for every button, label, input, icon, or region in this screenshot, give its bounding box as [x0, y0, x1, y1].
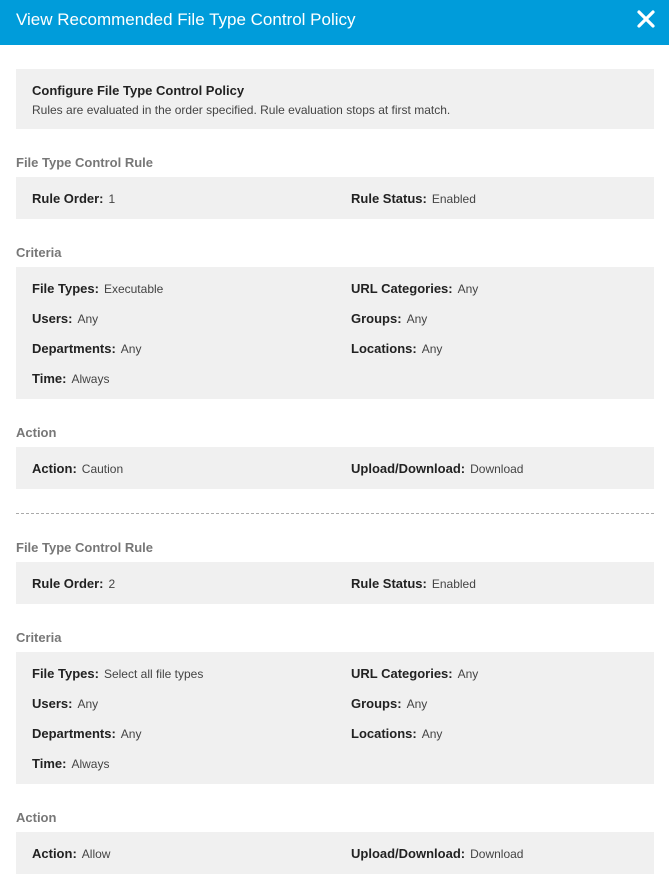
rule-status-label: Rule Status:: [351, 576, 427, 591]
time-value: Always: [71, 372, 110, 386]
rule-status-value: Enabled: [431, 192, 476, 206]
rule-order-field: [32, 576, 115, 591]
departments-value: Any: [120, 342, 142, 356]
action-field: [32, 846, 110, 861]
groups-label: Groups:: [351, 311, 402, 326]
time-label: Time:: [32, 756, 67, 771]
upload-download-value: Download: [470, 847, 524, 861]
file-types-field: [32, 281, 163, 296]
time-label: Time:: [32, 371, 67, 386]
close-button[interactable]: [634, 7, 658, 31]
groups-field: [351, 696, 427, 711]
url-categories-value: Any: [457, 282, 479, 296]
locations-value: Any: [421, 342, 443, 356]
rule-divider: [16, 513, 654, 514]
rule-status-field: [351, 191, 476, 206]
departments-field: [32, 726, 141, 741]
locations-value: Any: [421, 727, 443, 741]
rule-status-field: [351, 576, 476, 591]
rule-order-value: 2: [108, 577, 116, 591]
users-label: Users:: [32, 311, 73, 326]
url-categories-label: URL Categories:: [351, 281, 453, 296]
departments-label: Departments:: [32, 341, 116, 356]
action-field: [32, 461, 123, 476]
action-panel: [16, 832, 654, 874]
criteria-section-label: Criteria: [16, 630, 62, 645]
departments-label: Departments:: [32, 726, 116, 741]
url-categories-field: [351, 281, 478, 296]
close-icon: [634, 7, 658, 31]
departments-value: Any: [120, 727, 142, 741]
time-field: [32, 371, 109, 386]
upload-download-field: [351, 846, 523, 861]
users-field: [32, 696, 98, 711]
locations-field: [351, 341, 442, 356]
action-value: Caution: [81, 462, 124, 476]
action-section-label: Action: [16, 425, 57, 440]
url-categories-value: Any: [457, 667, 479, 681]
rule-order-label: Rule Order:: [32, 191, 104, 206]
users-value: Any: [77, 697, 99, 711]
criteria-section-label: Criteria: [16, 245, 62, 260]
file-types-value: Select all file types: [103, 667, 204, 681]
users-label: Users:: [32, 696, 73, 711]
time-field: [32, 756, 109, 771]
intro-title: Configure File Type Control Policy: [32, 83, 245, 98]
upload-download-label: Upload/Download:: [351, 461, 466, 476]
groups-field: [351, 311, 427, 326]
file-types-field: [32, 666, 203, 681]
rule-summary-panel: [16, 562, 654, 604]
locations-field: [351, 726, 442, 741]
rule-section-label: File Type Control Rule: [16, 155, 153, 170]
intro-description: Rules are evaluated in the order specified. Rule evaluation stops at first match.: [32, 103, 451, 117]
intro-panel: [16, 69, 654, 129]
users-value: Any: [77, 312, 99, 326]
url-categories-field: [351, 666, 478, 681]
action-label: Action:: [32, 846, 77, 861]
rule-status-value: Enabled: [431, 577, 476, 591]
url-categories-label: URL Categories:: [351, 666, 453, 681]
action-section-label: Action: [16, 810, 57, 825]
groups-value: Any: [406, 312, 428, 326]
rule-order-value: 1: [108, 192, 116, 206]
modal-header: [0, 0, 669, 45]
users-field: [32, 311, 98, 326]
action-label: Action:: [32, 461, 77, 476]
locations-label: Locations:: [351, 726, 417, 741]
criteria-panel: [16, 267, 654, 399]
time-value: Always: [71, 757, 110, 771]
departments-field: [32, 341, 141, 356]
upload-download-value: Download: [470, 462, 524, 476]
action-panel: [16, 447, 654, 489]
modal-title: View Recommended File Type Control Policy: [16, 10, 356, 29]
locations-label: Locations:: [351, 341, 417, 356]
rule-order-field: [32, 191, 115, 206]
file-types-label: File Types:: [32, 281, 99, 296]
upload-download-label: Upload/Download:: [351, 846, 466, 861]
file-types-label: File Types:: [32, 666, 99, 681]
rule-summary-panel: [16, 177, 654, 219]
groups-value: Any: [406, 697, 428, 711]
rule-order-label: Rule Order:: [32, 576, 104, 591]
criteria-panel: [16, 652, 654, 784]
groups-label: Groups:: [351, 696, 402, 711]
action-value: Allow: [81, 847, 111, 861]
upload-download-field: [351, 461, 523, 476]
rule-status-label: Rule Status:: [351, 191, 427, 206]
file-types-value: Executable: [103, 282, 164, 296]
rule-section-label: File Type Control Rule: [16, 540, 153, 555]
